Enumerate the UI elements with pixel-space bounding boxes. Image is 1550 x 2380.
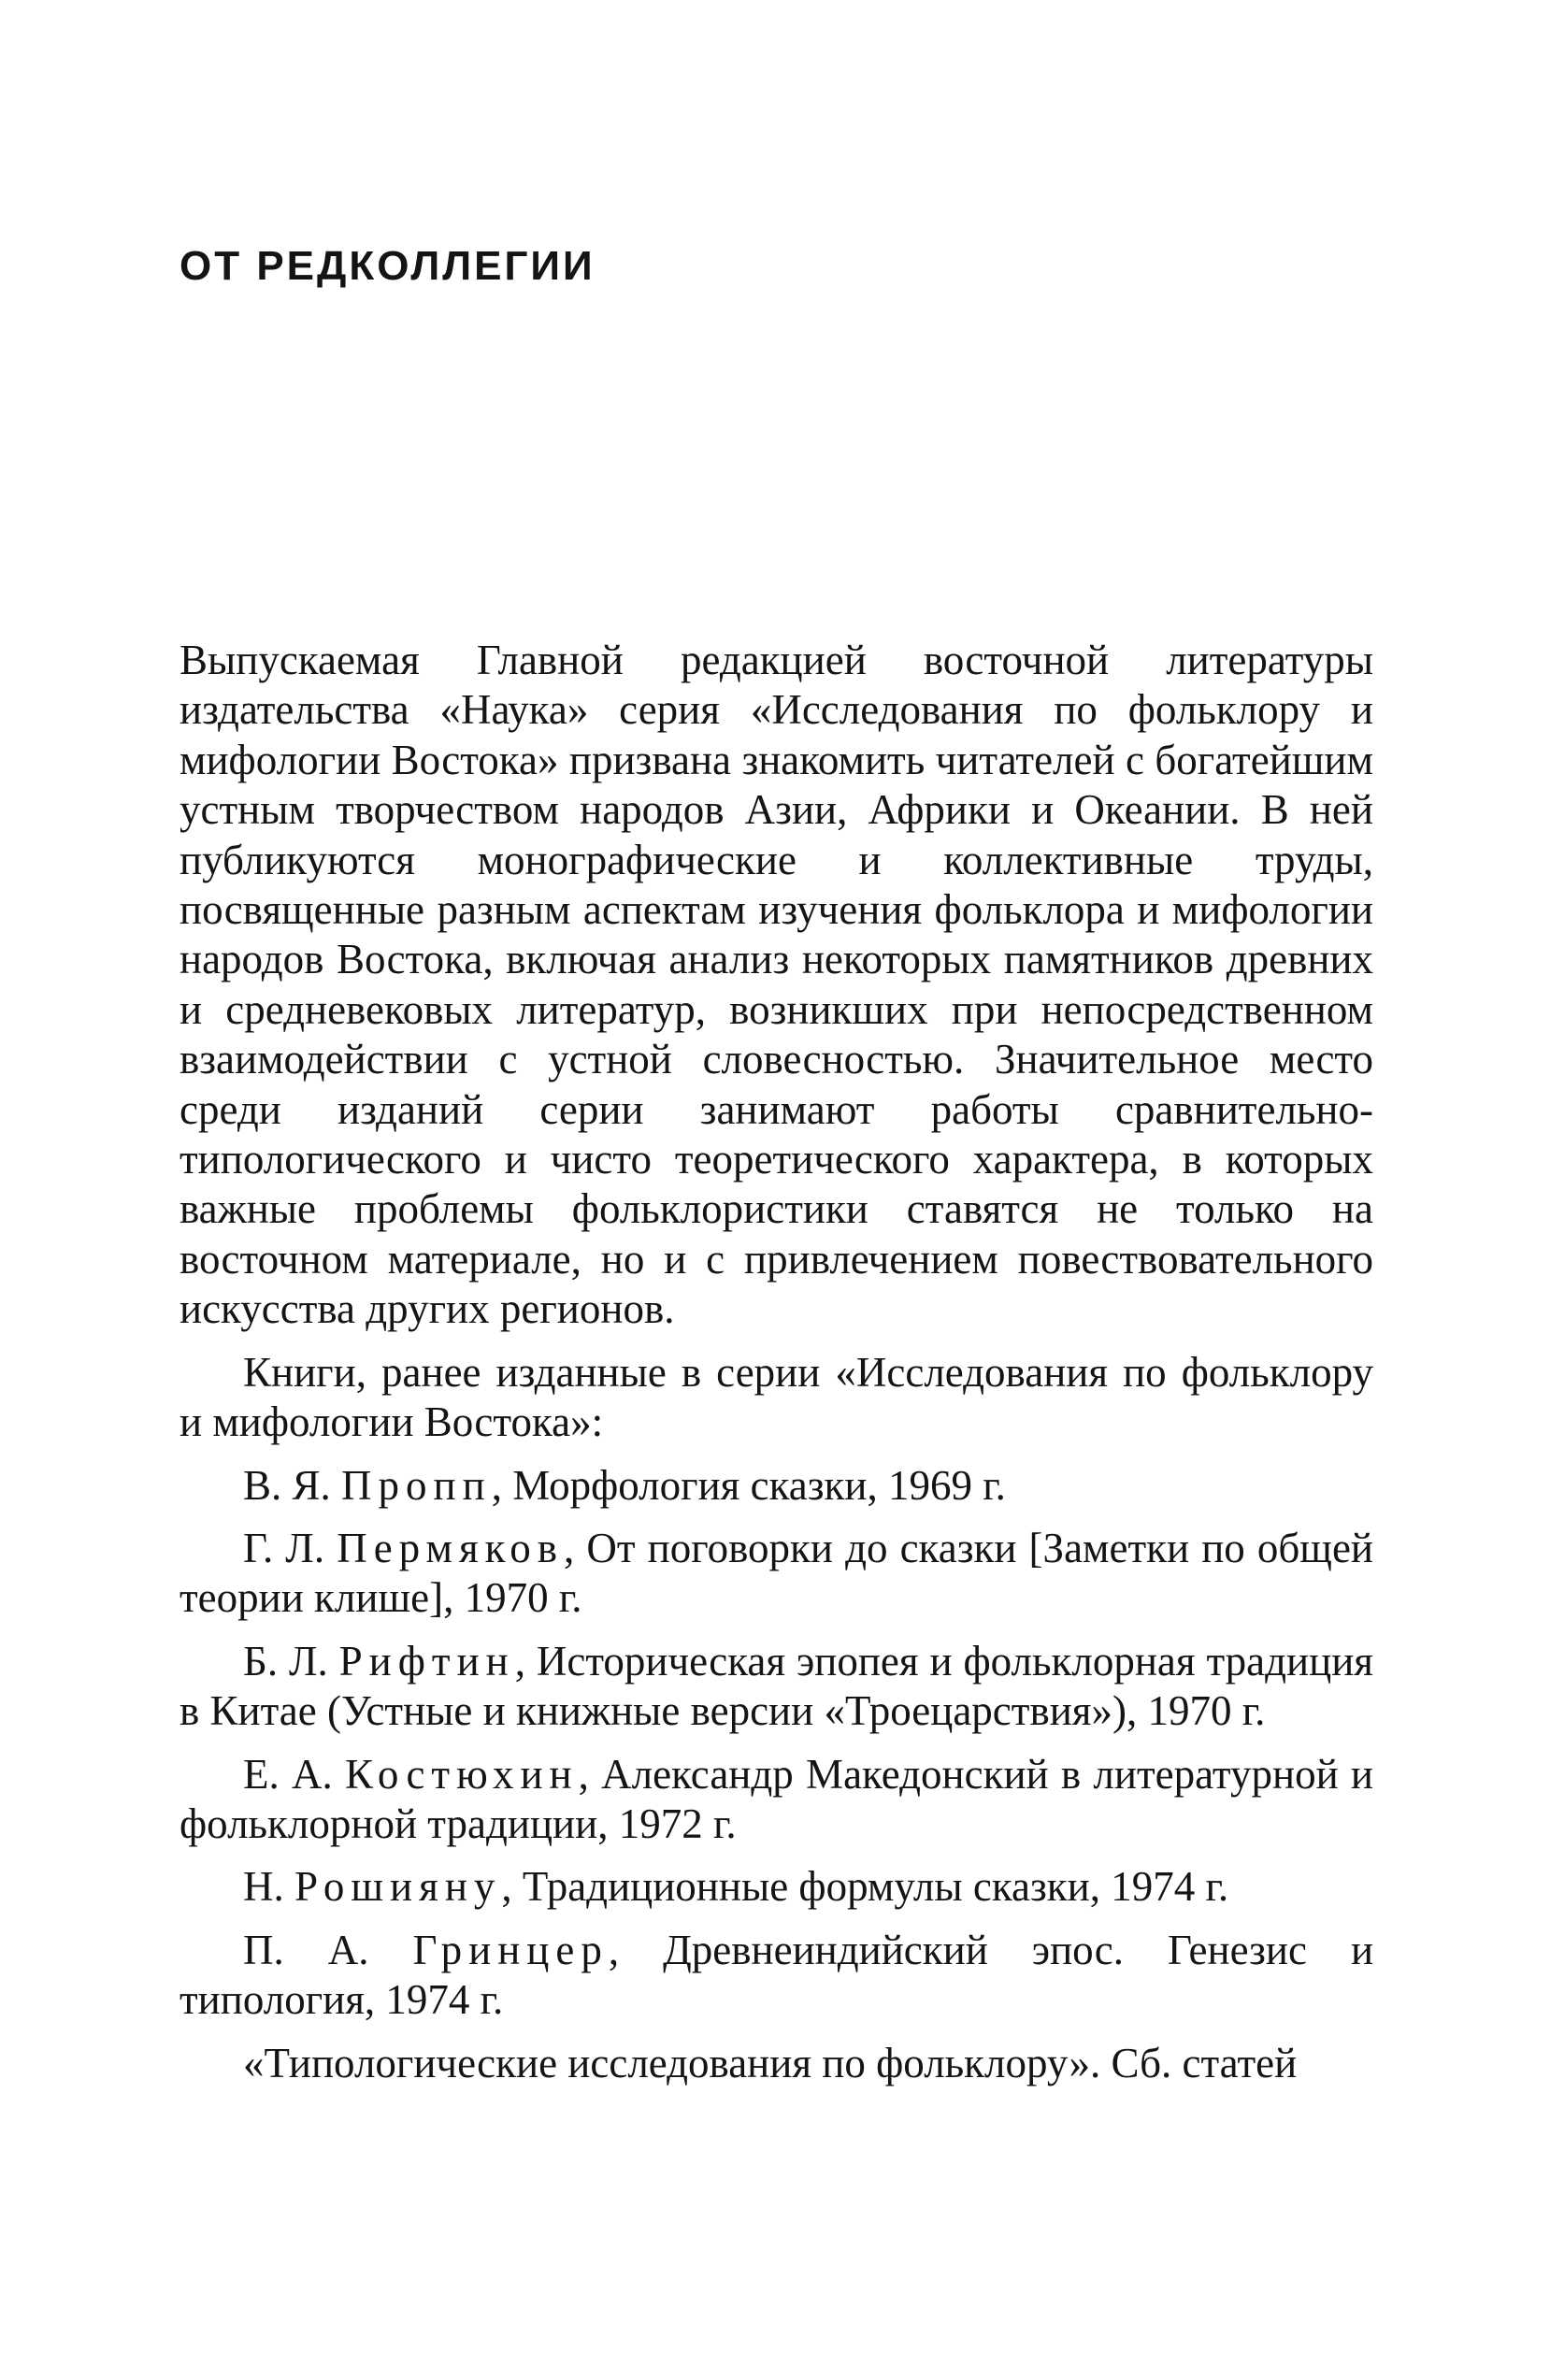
collection-entry: «Типологические исследования по фольклору». Сб. статей bbox=[243, 2039, 1298, 2086]
author-name: Пермяков bbox=[337, 1524, 564, 1571]
intro-paragraph: Выпускаемая Главной редакцией восточной литературы издательства «Наука» серия «Исследования по фольклору и мифологии Востока» призвана знакомить читателей с богатейшим устным творчеством народов Азии, Африки и Океании. В ней публикуются монографические и коллективные труды, посвященные разным аспектам изучения фольклора и мифологии народов Востока, включая анализ некоторых памятников древних и средневековых литератур, возникших при непосредственном взаимодействии с устной словесностью. Значительное место среди изданий серии занимают работы сравнительно-типологического и чисто теоретического характера, в которых важные проблемы фольклористики ставятся не только на восточном материале, но и с привлечением повествовательного искусства других регионов. bbox=[179, 637, 1373, 1333]
author-name: Гринцер bbox=[412, 1926, 609, 1973]
author-initials: В. Я. bbox=[243, 1461, 331, 1509]
book-title: Историческая эпопея и фольклорная традиция в Китае (Устные и книжные версии «Троецарствия»), 1970 г. bbox=[179, 1637, 1373, 1735]
author-initials: Е. А. bbox=[243, 1750, 333, 1798]
book-entry: Н. Рошияну, Традиционные формулы сказки, 1974 г. bbox=[243, 1863, 1229, 1911]
book-title: Древнеиндийский эпос. Генезис и типология, 1974 г. bbox=[179, 1926, 1374, 2024]
book-entry: Б. Л. Рифтин, Историческая эпопея и фольклорная традиция в Китае (Устные и книжные версии «Троецарствия»), 1970 г. bbox=[179, 1637, 1373, 1735]
author-name: Рифтин bbox=[338, 1637, 515, 1685]
author-name: Костюхин bbox=[345, 1750, 579, 1798]
book-title: Александр Македонский в литературной и фольклорной традиции, 1972 г. bbox=[179, 1750, 1374, 1847]
book-title: От поговорки до сказки [Заметки по общей теории клише], 1970 г. bbox=[179, 1524, 1374, 1622]
book-entry: В. Я. Пропп, Морфология сказки, 1969 г. bbox=[243, 1461, 1006, 1509]
book-entry: П. А. Гринцер, Древнеиндийский эпос. Генезис и типология, 1974 г. bbox=[179, 1926, 1374, 2024]
author-initials: П. А. bbox=[243, 1926, 369, 1973]
author-name: Пропп bbox=[341, 1461, 492, 1509]
book-entry: Г. Л. Пермяков, От поговорки до сказки [Заметки по общей теории клише], 1970 г. bbox=[179, 1524, 1374, 1622]
body-text bbox=[179, 636, 1373, 2088]
book-entry: Е. А. Костюхин, Александр Македонский в литературной и фольклорной традиции, 1972 г. bbox=[179, 1750, 1374, 1847]
book-title: Морфология сказки, 1969 г. bbox=[512, 1461, 1006, 1509]
author-initials: Н. bbox=[243, 1863, 284, 1911]
book-title: Традиционные формулы сказки, 1974 г. bbox=[522, 1863, 1229, 1911]
page-title: ОТ РЕДКОЛЛЕГИИ bbox=[179, 243, 596, 289]
list-intro: Книги, ранее изданные в серии «Исследования по фольклору и мифологии Востока»: bbox=[179, 1348, 1373, 1446]
author-initials: Б. Л. bbox=[243, 1637, 328, 1685]
author-name: Рошияну bbox=[294, 1863, 502, 1911]
author-initials: Г. Л. bbox=[243, 1524, 325, 1571]
